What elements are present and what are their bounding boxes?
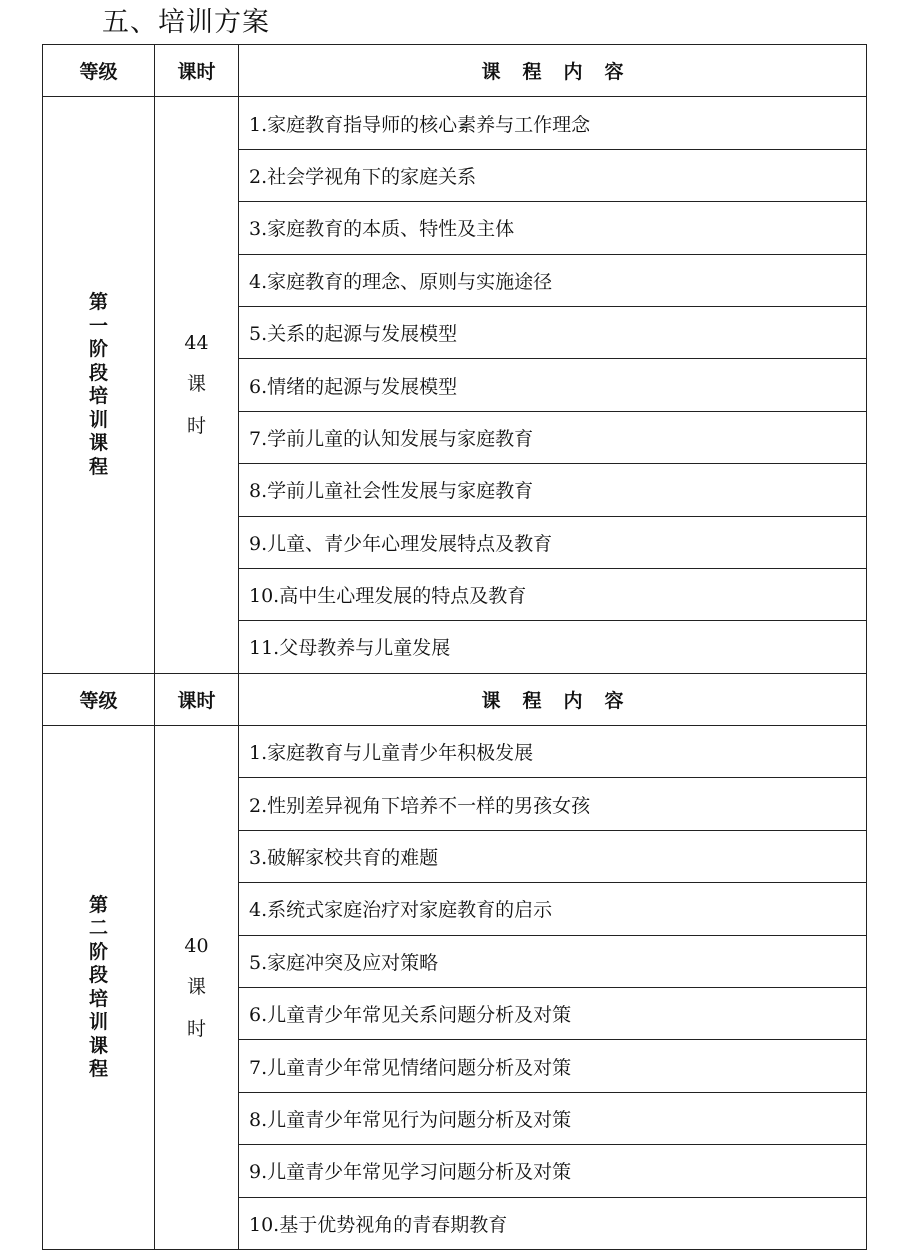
table-header-row [43,45,867,97]
header-hours: 课时 [155,45,239,97]
header-level: 等级 [43,673,155,725]
stage2-level: 第二阶段培训课程 [88,893,108,1081]
header-content: 课程内容 [239,45,867,97]
course-item: 3.家庭教育的本质、特性及主体 [239,202,867,254]
course-item: 6.儿童青少年常见关系问题分析及对策 [239,988,867,1040]
course-item: 10.高中生心理发展的特点及教育 [239,568,867,620]
course-item: 1.家庭教育与儿童青少年积极发展 [239,726,867,778]
table-row [43,726,867,778]
table-row [43,97,867,149]
header-hours: 课时 [155,673,239,725]
course-item: 7.儿童青少年常见情绪问题分析及对策 [239,1040,867,1092]
header-content: 课程内容 [239,673,867,725]
course-item: 10.基于优势视角的青春期教育 [239,1197,867,1249]
course-item: 9.儿童青少年常见学习问题分析及对策 [239,1145,867,1197]
course-item: 1.家庭教育指导师的核心素养与工作理念 [239,97,867,149]
course-item: 2.社会学视角下的家庭关系 [239,149,867,201]
course-item: 5.家庭冲突及应对策略 [239,935,867,987]
course-item: 8.学前儿童社会性发展与家庭教育 [239,464,867,516]
course-item: 2.性别差异视角下培养不一样的男孩女孩 [239,778,867,830]
header-level: 等级 [43,45,155,97]
stage2-hours-cell [155,726,239,1250]
course-item: 6.情绪的起源与发展模型 [239,359,867,411]
stage2-hours-unit: 课时 [186,975,206,1040]
stage1-level: 第一阶段培训课程 [88,291,108,478]
stage1-hours-cell [155,97,239,673]
table-header-row [43,673,867,725]
stage2-level-cell [43,726,155,1250]
stage1-level-cell [43,97,155,673]
course-item: 7.学前儿童的认知发展与家庭教育 [239,411,867,463]
course-item: 4.家庭教育的理念、原则与实施途径 [239,254,867,306]
course-item: 9.儿童、青少年心理发展特点及教育 [239,516,867,568]
training-plan-table [42,44,867,1250]
stage1-hours-number: 44 [184,332,209,355]
page-title: 五、培训方案 [102,7,270,38]
stage2-hours-number: 40 [184,934,209,957]
course-item: 8.儿童青少年常见行为问题分析及对策 [239,1092,867,1144]
course-item: 5.关系的起源与发展模型 [239,306,867,358]
course-item: 3.破解家校共育的难题 [239,830,867,882]
course-item: 11.父母教养与儿童发展 [239,621,867,673]
stage1-hours-unit: 课时 [186,373,206,438]
course-item: 4.系统式家庭治疗对家庭教育的启示 [239,883,867,935]
